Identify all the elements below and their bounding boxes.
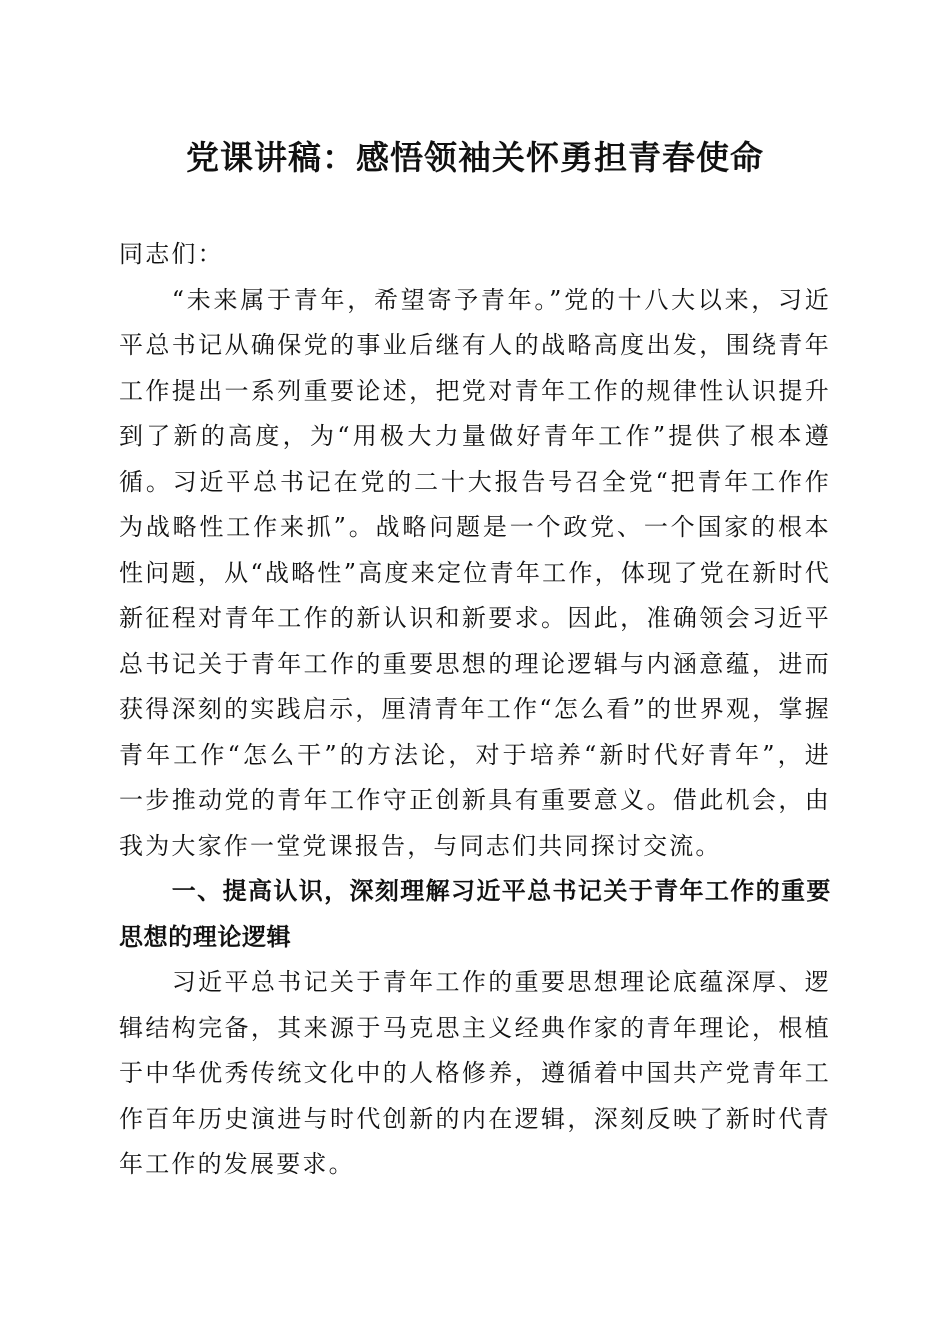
intro-paragraph: “未来属于青年，希望寄予青年。”党的十八大以来，习近平总书记从确保党的事业后继有人的战略高度出发，围绕青年工作提出一系列重要论述，把党对青年工作的规律性认识提升到了新的高度，为“用极大力量做好青年工作”提供了根本遵循。习近平总书记在党的二十大报告号召全党“把青年工作作为战略性工作来抓”。战略问题是一个政党、一个国家的根本性问题，从“战略性”高度来定位青年工作，体现了党在新时代新征程对青年工作的新认识和新要求。因此，准确领会习近平总书记关于青年工作的重要思想的理论逻辑与内涵意蕴，进而获得深刻的实践启示，厘清青年工作“怎么看”的世界观，掌握青年工作“怎么干”的方法论，对于培养“新时代好青年”，进一步推动党的青年工作守正创新具有重要意义。借此机会，由我为大家作一堂党课报告，与同志们共同探讨交流。	[119, 285, 831, 860]
document-title: 党课讲稿：感悟领袖关怀勇担青春使命	[186, 138, 764, 177]
document-body	[119, 232, 831, 1188]
salutation: 同志们：	[119, 240, 224, 268]
section-1-paragraph: 习近平总书记关于青年工作的重要思想理论底蕴深厚、逻辑结构完备，其来源于马克思主义经典作家的青年理论，根植于中华优秀传统文化中的人格修养，遵循着中国共产党青年工作百年历史演进与时代创新的内在逻辑，深刻反映了新时代青年工作的发展要求。	[119, 968, 831, 1178]
section-heading-1: 一、提高认识，深刻理解习近平总书记关于青年工作的重要思想的理论逻辑	[119, 877, 831, 951]
